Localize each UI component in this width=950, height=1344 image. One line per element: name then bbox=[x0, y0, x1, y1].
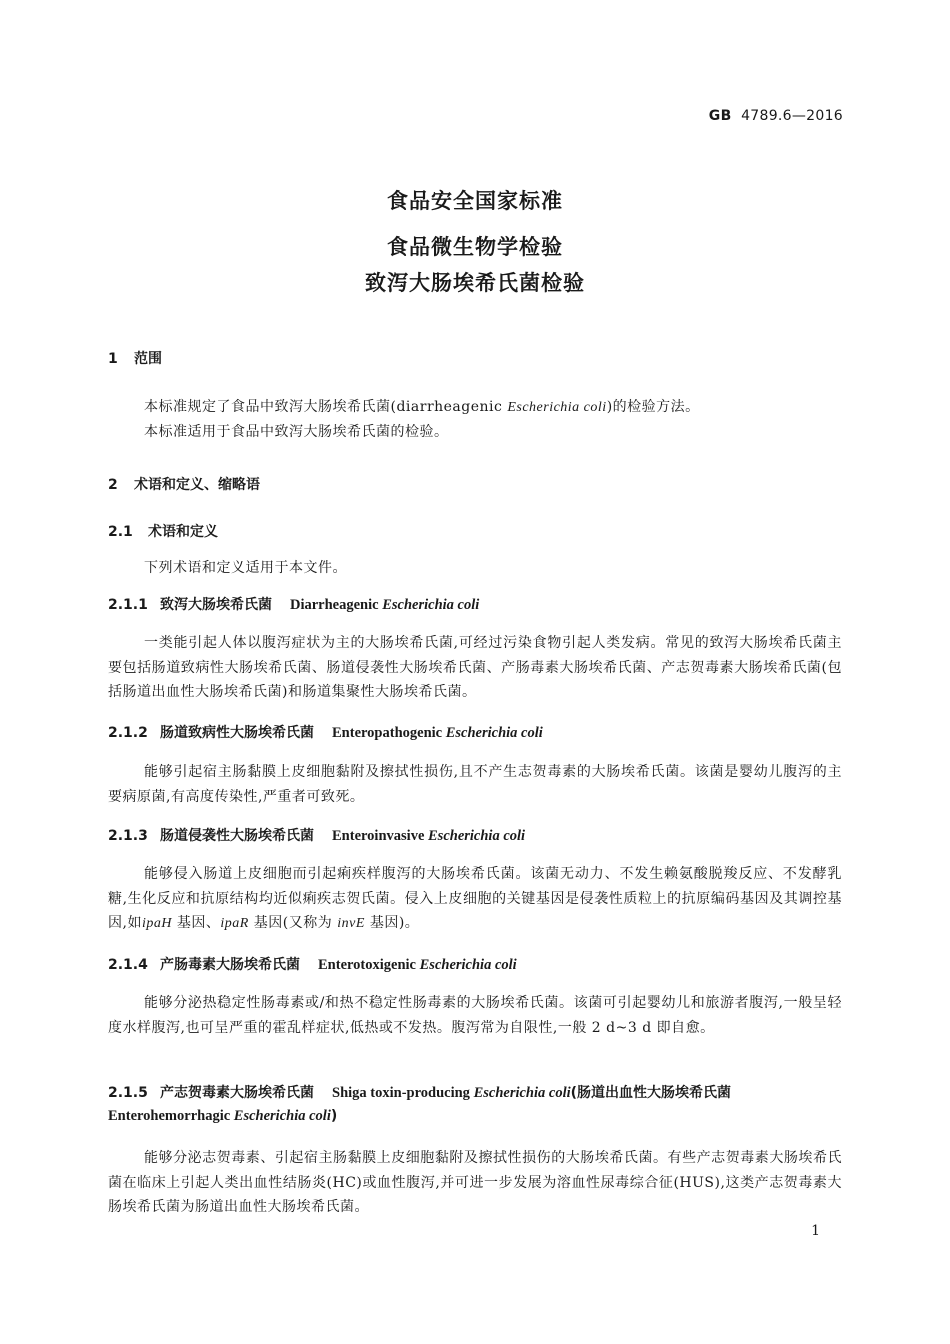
term-cn: 肠道侵袭性大肠埃希氏菌 bbox=[160, 828, 314, 844]
standard-number bbox=[709, 108, 843, 124]
term-number: 2.1.3 bbox=[108, 828, 148, 844]
term-number: 2.1.1 bbox=[108, 597, 148, 613]
term-en: Enteroinvasive bbox=[332, 828, 428, 844]
section-1-heading bbox=[108, 348, 162, 368]
term-alias-en: Enterohemorrhagic bbox=[108, 1108, 234, 1124]
section-number: 1 bbox=[108, 351, 118, 367]
term-en-italic: Escherichia coli bbox=[445, 725, 543, 741]
gene-name: invE bbox=[337, 916, 365, 931]
term-2-1-3-heading bbox=[108, 825, 848, 848]
text-run: 基因(又称为 bbox=[248, 915, 338, 931]
term-2-1-1-heading bbox=[108, 594, 848, 617]
gene-name: ipaH bbox=[141, 916, 172, 931]
section-1-paragraph-2: 本标准适用于食品中致泻大肠埃希氏菌的检验。 bbox=[144, 424, 449, 440]
text-run: 能够侵入肠道上皮细胞而引起痢疾样腹泻的大肠埃希氏菌。该菌无动力、不发生赖氨酸脱羧反应、不发酵乳糖,生化反应和抗原结构均近似痢疾志贺氏菌。侵入上皮细胞的关键基因是侵袭性质粒上的抗原编码基因及其调控基因,如 bbox=[108, 866, 842, 931]
section-title: 范围 bbox=[134, 351, 162, 367]
term-cn: 产志贺毒素大肠埃希氏菌 bbox=[160, 1085, 314, 1101]
term-en-italic: Escherichia coli bbox=[382, 597, 480, 613]
gene-name: ipaR bbox=[220, 916, 249, 931]
section-title: 术语和定义 bbox=[148, 524, 218, 540]
document-subtitle-2: 致泻大肠埃希氏菌检验 bbox=[365, 271, 585, 295]
term-number: 2.1.5 bbox=[108, 1085, 148, 1101]
page-number: 1 bbox=[811, 1223, 820, 1239]
section-2-1-paragraph: 下列术语和定义适用于本文件。 bbox=[144, 560, 347, 576]
term-2-1-3-definition bbox=[108, 862, 842, 937]
document-subtitle-1: 食品微生物学检验 bbox=[387, 235, 563, 259]
section-1-paragraph-1 bbox=[108, 395, 842, 421]
term-cn: 肠道致病性大肠埃希氏菌 bbox=[160, 725, 314, 741]
document-main-title: 食品安全国家标准 bbox=[387, 189, 563, 213]
term-2-1-2-definition: 能够引起宿主肠黏膜上皮细胞黏附及擦拭性损伤,且不产生志贺毒素的大肠埃希氏菌。该菌是婴幼儿腹泻的主要病原菌,有高度传染性,严重者可致死。 bbox=[108, 764, 842, 805]
term-en: Enteropathogenic bbox=[332, 725, 446, 741]
section-number: 2 bbox=[108, 477, 118, 493]
term-cn: 致泻大肠埃希氏菌 bbox=[160, 597, 272, 613]
term-2-1-5-definition: 能够分泌志贺毒素、引起宿主肠黏膜上皮细胞黏附及擦拭性损伤的大肠埃希氏菌。有些产志贺毒素大肠埃希氏菌在临床上引起人类出血性结肠炎(HC)或血性腹泻,并可进一步发展为溶血性尿毒综合征(HUS),这类产志贺毒素大肠埃希氏菌为肠道出血性大肠埃希氏菌。 bbox=[108, 1150, 842, 1215]
term-en-italic: Escherichia coli bbox=[419, 957, 517, 973]
term-2-1-4-heading bbox=[108, 954, 848, 977]
term-en-italic: Escherichia coli bbox=[428, 828, 526, 844]
term-alias-cn: (肠道出血性大肠埃希氏菌 bbox=[570, 1085, 732, 1101]
term-en-italic: Escherichia coli bbox=[473, 1085, 571, 1101]
term-en: Shiga toxin-producing bbox=[332, 1085, 474, 1101]
text-run: 本标准规定了食品中致泻大肠埃希氏菌(diarrheagenic bbox=[144, 399, 508, 415]
text-run: 基因)。 bbox=[364, 915, 420, 931]
standard-code: 4789.6—2016 bbox=[741, 108, 843, 124]
section-title: 术语和定义、缩略语 bbox=[134, 477, 260, 493]
text-run: )的检验方法。 bbox=[606, 399, 700, 415]
section-2-heading bbox=[108, 474, 260, 494]
species-name: Escherichia coli bbox=[507, 400, 607, 415]
term-2-1-4-definition: 能够分泌热稳定性肠毒素或/和热不稳定性肠毒素的大肠埃希氏菌。该菌可引起婴幼儿和旅游者腹泻,一般呈轻度水样腹泻,也可呈严重的霍乱样症状,低热或不发热。腹泻常为自限性,一般 2 d~3 d 即自愈。 bbox=[108, 995, 842, 1036]
term-en: Enterotoxigenic bbox=[318, 957, 420, 973]
term-en: Diarrheagenic bbox=[290, 597, 383, 613]
term-alias-close: ) bbox=[330, 1108, 338, 1124]
term-cn: 产肠毒素大肠埃希氏菌 bbox=[160, 957, 300, 973]
standard-prefix: GB bbox=[708, 108, 732, 124]
term-number: 2.1.4 bbox=[108, 957, 148, 973]
term-2-1-5-heading bbox=[108, 1082, 848, 1128]
text-run: 基因、 bbox=[171, 915, 221, 931]
term-number: 2.1.2 bbox=[108, 725, 148, 741]
term-alias-en-italic: Escherichia coli bbox=[233, 1108, 331, 1124]
term-2-1-2-heading bbox=[108, 722, 848, 745]
section-number: 2.1 bbox=[108, 524, 133, 540]
section-2-1-heading bbox=[108, 521, 218, 541]
term-2-1-1-definition: 一类能引起人体以腹泻症状为主的大肠埃希氏菌,可经过污染食物引起人类发病。常见的致泻大肠埃希氏菌主要包括肠道致病性大肠埃希氏菌、肠道侵袭性大肠埃希氏菌、产肠毒素大肠埃希氏菌、产志贺毒素大肠埃希氏菌(包括肠道出血性大肠埃希氏菌)和肠道集聚性大肠埃希氏菌。 bbox=[108, 635, 842, 700]
